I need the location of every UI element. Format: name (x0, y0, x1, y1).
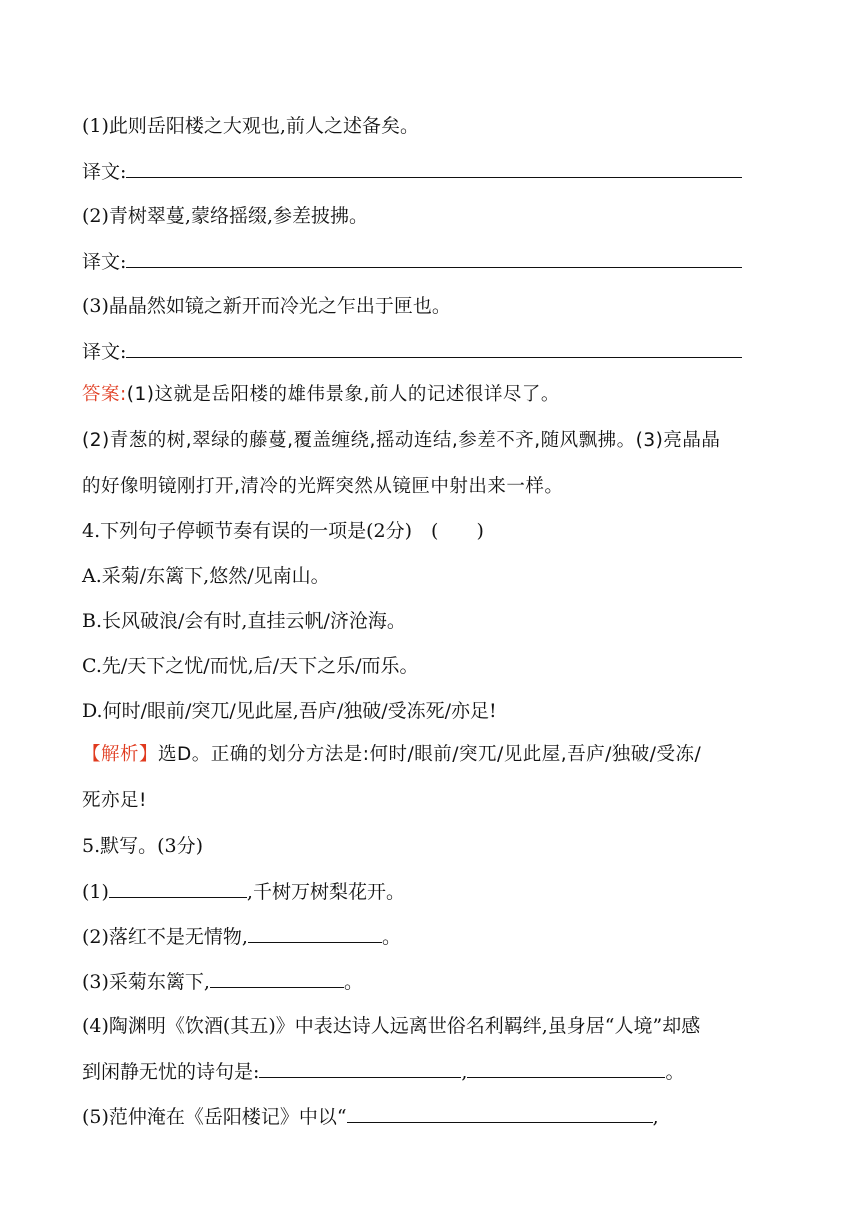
analysis-text-1: 选D。正确的划分方法是:何时/眼前/突兀/见此屋,吾庐/独破/受冻/ (158, 744, 702, 765)
q5-item-4-line-2 (82, 1059, 782, 1084)
q4-option-c: C.先/天下之忧/而忧,后/天下之乐/而乐。 (82, 655, 419, 677)
q4-option-a: A.采菊/东篱下,悠然/见南山。 (82, 565, 330, 587)
q5-item-3 (82, 969, 782, 994)
q3-sentence-3: (3)晶晶然如镜之新开而冷光之乍出于匣也。 (82, 295, 451, 317)
dictation-blank-5[interactable] (347, 1104, 653, 1123)
q5-item-4-suffix: 。 (665, 1061, 685, 1083)
q5-item-1-suffix: ,千树万树梨花开。 (246, 881, 405, 903)
dictation-blank-3[interactable] (210, 969, 344, 988)
q3-sentence-2: (2)青树翠蔓,蒙络摇缀,参差披拂。 (82, 205, 368, 227)
answer-label: 答案: (82, 384, 127, 405)
translation-blank-3[interactable] (126, 339, 742, 358)
translation-row-1 (82, 159, 782, 184)
answer-line-2: (2)青葱的树,翠绿的藤蔓,覆盖缠绕,摇动连结,参差不齐,随风飘拂。(3)亮晶晶 (82, 430, 721, 451)
q4-analysis-line-2: 死亦足! (82, 790, 147, 811)
q4-stem: 4.下列句子停顿节奏有误的一项是(2分) ( ) (82, 520, 484, 542)
answer-line-1 (82, 383, 782, 407)
q5-item-2 (82, 924, 782, 949)
q5-item-5-suffix: , (652, 1106, 659, 1128)
dictation-blank-4a[interactable] (259, 1059, 461, 1078)
dictation-blank-4b[interactable] (467, 1059, 665, 1078)
q5-item-1 (82, 879, 782, 904)
q5-item-4-line-1: (4)陶渊明《饮酒(其五)》中表达诗人远离世俗名利羁绊,虽身居“人境”却感 (82, 1015, 701, 1037)
q5-item-4-mid: , (461, 1061, 468, 1083)
dictation-blank-1[interactable] (109, 879, 247, 898)
q5-item-5 (82, 1104, 782, 1129)
translation-label: 译文: (82, 341, 127, 363)
q5-item-5-prefix: (5)范仲淹在《岳阳楼记》中以“ (82, 1106, 347, 1128)
answer-text-1: (1)这就是岳阳楼的雄伟景象,前人的记述很详尽了。 (126, 384, 560, 405)
q5-item-3-suffix: 。 (343, 971, 363, 993)
q4-option-b: B.长风破浪/会有时,直挂云帆/济沧海。 (82, 610, 406, 632)
translation-label: 译文: (82, 251, 127, 273)
translation-row-2 (82, 249, 782, 274)
q4-analysis-line-1 (82, 743, 782, 767)
dictation-blank-2[interactable] (248, 924, 382, 943)
translation-label: 译文: (82, 161, 127, 183)
analysis-label: 【解析】 (82, 744, 159, 765)
translation-blank-1[interactable] (126, 159, 742, 178)
q5-item-2-suffix: 。 (381, 926, 401, 948)
q5-item-1-prefix: (1) (82, 881, 109, 903)
translation-row-3 (82, 339, 782, 364)
q5-item-2-prefix: (2)落红不是无情物, (82, 926, 248, 948)
q5-item-3-prefix: (3)采菊东篱下, (82, 971, 210, 993)
q5-stem: 5.默写。(3分) (82, 835, 204, 857)
q4-option-d: D.何时/眼前/突兀/见此屋,吾庐/独破/受冻死/亦足! (82, 700, 497, 722)
q3-sentence-1: (1)此则岳阳楼之大观也,前人之述备矣。 (82, 115, 419, 137)
q5-item-4-prefix: 到闲静无忧的诗句是: (82, 1061, 260, 1083)
translation-blank-2[interactable] (126, 249, 742, 268)
answer-line-3: 的好像明镜刚打开,清冷的光辉突然从镜匣中射出来一样。 (82, 476, 564, 497)
